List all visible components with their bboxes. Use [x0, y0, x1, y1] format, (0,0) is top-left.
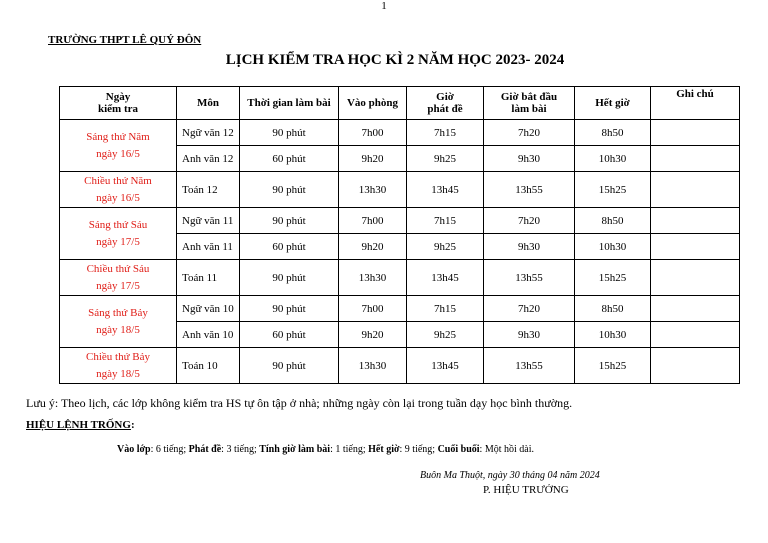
- note-cell: [651, 146, 740, 172]
- duration-cell: 90 phút: [240, 120, 339, 146]
- start-cell: 13h55: [484, 260, 575, 296]
- bell-signal-label: Cuối buổi: [437, 444, 480, 455]
- start-cell: 13h55: [484, 172, 575, 208]
- handout-cell: 9h25: [407, 234, 484, 260]
- page-number: 1: [381, 0, 387, 12]
- handout-cell: 7h15: [407, 296, 484, 322]
- header-start: Giờ bắt đầu làm bài: [484, 87, 575, 120]
- bell-signal-label: Vào lớp: [117, 444, 151, 455]
- note-cell: [651, 172, 740, 208]
- note-cell: [651, 348, 740, 384]
- end-cell: 15h25: [575, 260, 651, 296]
- handout-cell: 13h45: [407, 172, 484, 208]
- handout-cell: 7h15: [407, 120, 484, 146]
- bell-signal-label: Tính giờ làm bài: [259, 444, 331, 455]
- start-cell: 9h30: [484, 322, 575, 348]
- header-end: Hết giờ: [575, 87, 651, 120]
- subject-cell: Anh văn 12: [177, 146, 240, 172]
- bell-signal-value: : Một hồi dài.: [479, 444, 534, 455]
- start-cell: 7h20: [484, 208, 575, 234]
- table-row: [60, 120, 740, 146]
- bell-signal-value: : 6 tiếng;: [150, 444, 189, 455]
- handout-cell: 7h15: [407, 208, 484, 234]
- start-cell: 7h20: [484, 120, 575, 146]
- handout-cell: 13h45: [407, 348, 484, 384]
- header-duration: Thời gian làm bài: [240, 87, 339, 120]
- note-cell: [651, 260, 740, 296]
- entry-cell: 9h20: [339, 146, 407, 172]
- header-note: Ghi chú: [651, 87, 740, 120]
- header-day: Ngày kiểm tra: [60, 87, 177, 120]
- entry-cell: 7h00: [339, 120, 407, 146]
- end-cell: 8h50: [575, 208, 651, 234]
- end-cell: 8h50: [575, 296, 651, 322]
- subject-cell: Anh văn 10: [177, 322, 240, 348]
- duration-cell: 60 phút: [240, 322, 339, 348]
- table-row: [60, 260, 740, 296]
- entry-cell: 7h00: [339, 208, 407, 234]
- subject-cell: Toán 10: [177, 348, 240, 384]
- start-cell: 13h55: [484, 348, 575, 384]
- table-row: [60, 296, 740, 322]
- end-cell: 15h25: [575, 348, 651, 384]
- start-cell: 9h30: [484, 146, 575, 172]
- start-cell: 9h30: [484, 234, 575, 260]
- entry-cell: 13h30: [339, 172, 407, 208]
- entry-cell: 9h20: [339, 234, 407, 260]
- bell-signal-value: : 3 tiếng;: [221, 444, 260, 455]
- note-cell: [651, 208, 740, 234]
- duration-cell: 90 phút: [240, 348, 339, 384]
- note-cell: [651, 234, 740, 260]
- end-cell: 10h30: [575, 146, 651, 172]
- entry-cell: 13h30: [339, 348, 407, 384]
- subject-cell: Ngữ văn 10: [177, 296, 240, 322]
- note-cell: [651, 120, 740, 146]
- header-entry: Vào phòng: [339, 87, 407, 120]
- bell-signals-list: [117, 444, 534, 455]
- bell-signal-label: Hết giờ: [368, 444, 400, 455]
- entry-cell: 13h30: [339, 260, 407, 296]
- end-cell: 10h30: [575, 322, 651, 348]
- table-header-row: [60, 87, 740, 120]
- header-handout: Giờ phát đề: [407, 87, 484, 120]
- handout-cell: 13h45: [407, 260, 484, 296]
- duration-cell: 60 phút: [240, 234, 339, 260]
- handout-cell: 9h25: [407, 322, 484, 348]
- document-title: LỊCH KIỂM TRA HỌC KÌ 2 NĂM HỌC 2023- 2024: [225, 52, 565, 68]
- subject-cell: Ngữ văn 11: [177, 208, 240, 234]
- entry-cell: 7h00: [339, 296, 407, 322]
- school-name: TRƯỜNG THPT LÊ QUÝ ĐÔN: [48, 34, 202, 46]
- place-date: Buôn Ma Thuột, ngày 30 tháng 04 năm 2024: [420, 470, 600, 481]
- table-row: [60, 172, 740, 208]
- exam-day-cell: Sáng thứ Sáu ngày 17/5: [60, 208, 177, 260]
- bell-signal-value: : 9 tiếng;: [399, 444, 438, 455]
- header-subject: Môn: [177, 87, 240, 120]
- exam-day-cell: Chiều thứ Sáu ngày 17/5: [60, 260, 177, 296]
- start-cell: 7h20: [484, 296, 575, 322]
- table-row: [60, 208, 740, 234]
- subject-cell: Toán 11: [177, 260, 240, 296]
- duration-cell: 60 phút: [240, 146, 339, 172]
- duration-cell: 90 phút: [240, 172, 339, 208]
- subject-cell: Anh văn 11: [177, 234, 240, 260]
- duration-cell: 90 phút: [240, 208, 339, 234]
- note-text: Lưu ý: Theo lịch, các lớp không kiểm tra HS tự ôn tập ở nhà; những ngày còn lại trong tuần dạy học bình thường.: [26, 396, 573, 410]
- exam-day-cell: Sáng thứ Năm ngày 16/5: [60, 120, 177, 172]
- end-cell: 15h25: [575, 172, 651, 208]
- duration-cell: 90 phút: [240, 260, 339, 296]
- exam-day-cell: Chiều thứ Bảy ngày 18/5: [60, 348, 177, 384]
- table-row: [60, 348, 740, 384]
- handout-cell: 9h25: [407, 146, 484, 172]
- bell-signal-label: Phát đề: [188, 444, 222, 455]
- end-cell: 8h50: [575, 120, 651, 146]
- entry-cell: 9h20: [339, 322, 407, 348]
- note-cell: [651, 296, 740, 322]
- end-cell: 10h30: [575, 234, 651, 260]
- bell-signal-value: : 1 tiếng;: [330, 444, 369, 455]
- bell-signals-title: HIỆU LỆNH TRỐNG:: [26, 419, 135, 431]
- exam-day-cell: Chiều thứ Năm ngày 16/5: [60, 172, 177, 208]
- subject-cell: Toán 12: [177, 172, 240, 208]
- signer-title: P. HIỆU TRƯỞNG: [483, 484, 569, 496]
- exam-schedule-table: [59, 86, 740, 384]
- duration-cell: 90 phút: [240, 296, 339, 322]
- subject-cell: Ngữ văn 12: [177, 120, 240, 146]
- exam-day-cell: Sáng thứ Bảy ngày 18/5: [60, 296, 177, 348]
- note-cell: [651, 322, 740, 348]
